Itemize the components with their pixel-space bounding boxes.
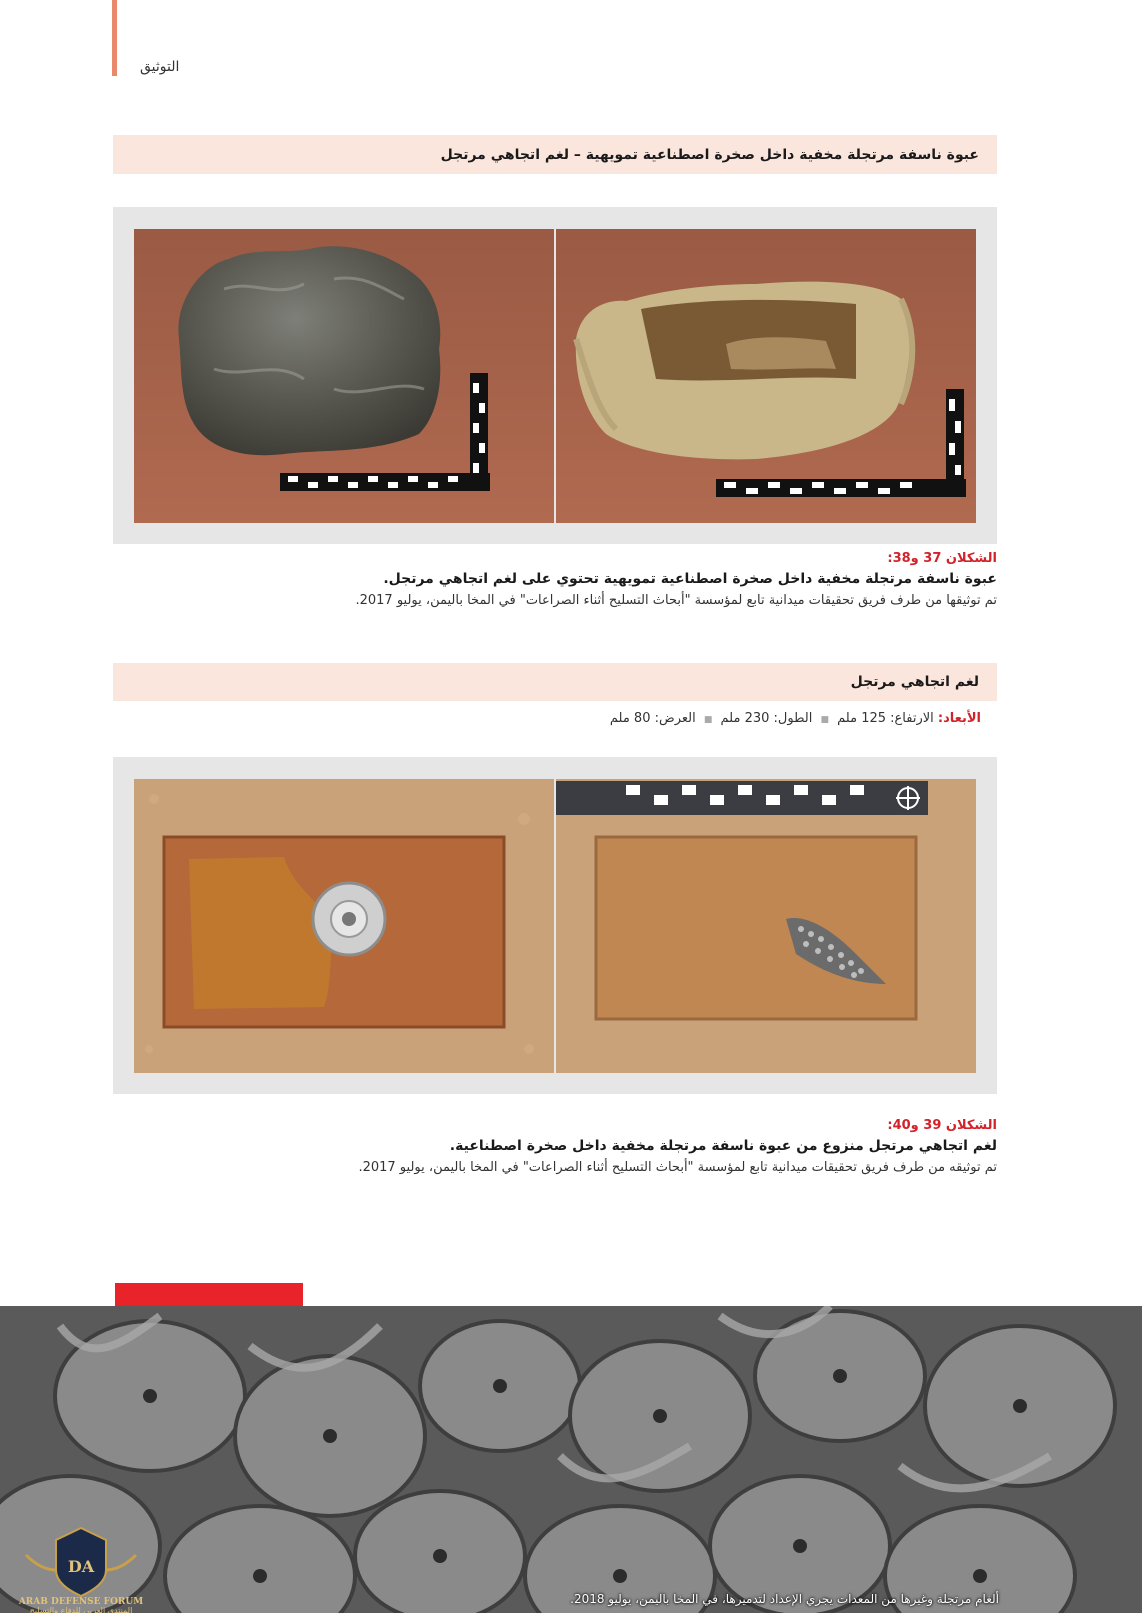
figure-description: تم توثيقها من طرف فريق تحقيقات ميدانية تابع لمؤسسة "أبحاث التسليح أثناء الصراعات" في المخا باليمن، يوليو 2017.	[355, 593, 997, 608]
dimension-separator: ■	[820, 715, 829, 725]
watermark-line-1: ARAB DEFENSE FORUM	[18, 1597, 144, 1607]
watermark-line-2: المنتدى العربي للدفاع والتسليح	[29, 1606, 133, 1613]
forum-watermark-logo	[6, 1520, 156, 1613]
figure-number: الشكلان 39 و40:	[887, 1118, 997, 1133]
figure-title: عبوة ناسفة مرتجلة مخفية داخل صخرة اصطناعية تمويهية تحتوي على لغم اتجاهي مرتجل.	[383, 571, 997, 587]
photo-fake-rock-open	[556, 229, 976, 523]
photo-stacked-mines	[0, 1306, 1142, 1613]
photo-mine-front	[134, 779, 554, 1073]
section-title-band-1	[113, 135, 997, 174]
photo-mine-back	[556, 779, 976, 1073]
photo-panel-1	[113, 207, 997, 544]
figure-caption-39-40	[113, 1116, 997, 1178]
dimension-length: الطول: 230 ملم	[720, 711, 813, 726]
section-title-band-2	[113, 663, 997, 701]
footer-red-strip	[115, 1283, 303, 1306]
dimension-height: الارتفاع: 125 ملم	[837, 711, 934, 726]
figure-title: لغم اتجاهي مرتجل منزوع من عبوة ناسفة مرتجلة مخفية داخل صخرة اصطناعية.	[449, 1138, 997, 1154]
footer-photo-caption: ألغام مرتجلة وغيرها من المعدات يجري الإعداد لتدميرها، في المخا باليمن، يوليو 2018.	[570, 1592, 999, 1606]
header-accent-bar	[112, 0, 117, 76]
figure-number: الشكلان 37 و38:	[887, 551, 997, 566]
section-label: التوثيق	[140, 59, 180, 75]
watermark-logo-text: DA	[67, 1557, 95, 1576]
figure-description: تم توثيقه من طرف فريق تحقيقات ميدانية تابع لمؤسسة "أبحاث التسليح أثناء الصراعات" في المخا باليمن، يوليو 2017.	[358, 1160, 997, 1175]
figure-caption-37-38	[113, 549, 997, 611]
dimension-width: العرض: 80 ملم	[609, 711, 696, 726]
dimensions-line	[113, 711, 981, 726]
photo-fake-rock-closed	[134, 229, 554, 523]
dimensions-label: الأبعاد:	[937, 711, 981, 726]
dimension-separator: ■	[703, 715, 713, 725]
photo-panel-2	[113, 757, 997, 1094]
section-title-1: عبوة ناسفة مرتجلة مخفية داخل صخرة اصطناعية تمويهية – لغم اتجاهي مرتجل	[440, 146, 979, 163]
section-title-2: لغم اتجاهي مرتجل	[850, 674, 979, 690]
